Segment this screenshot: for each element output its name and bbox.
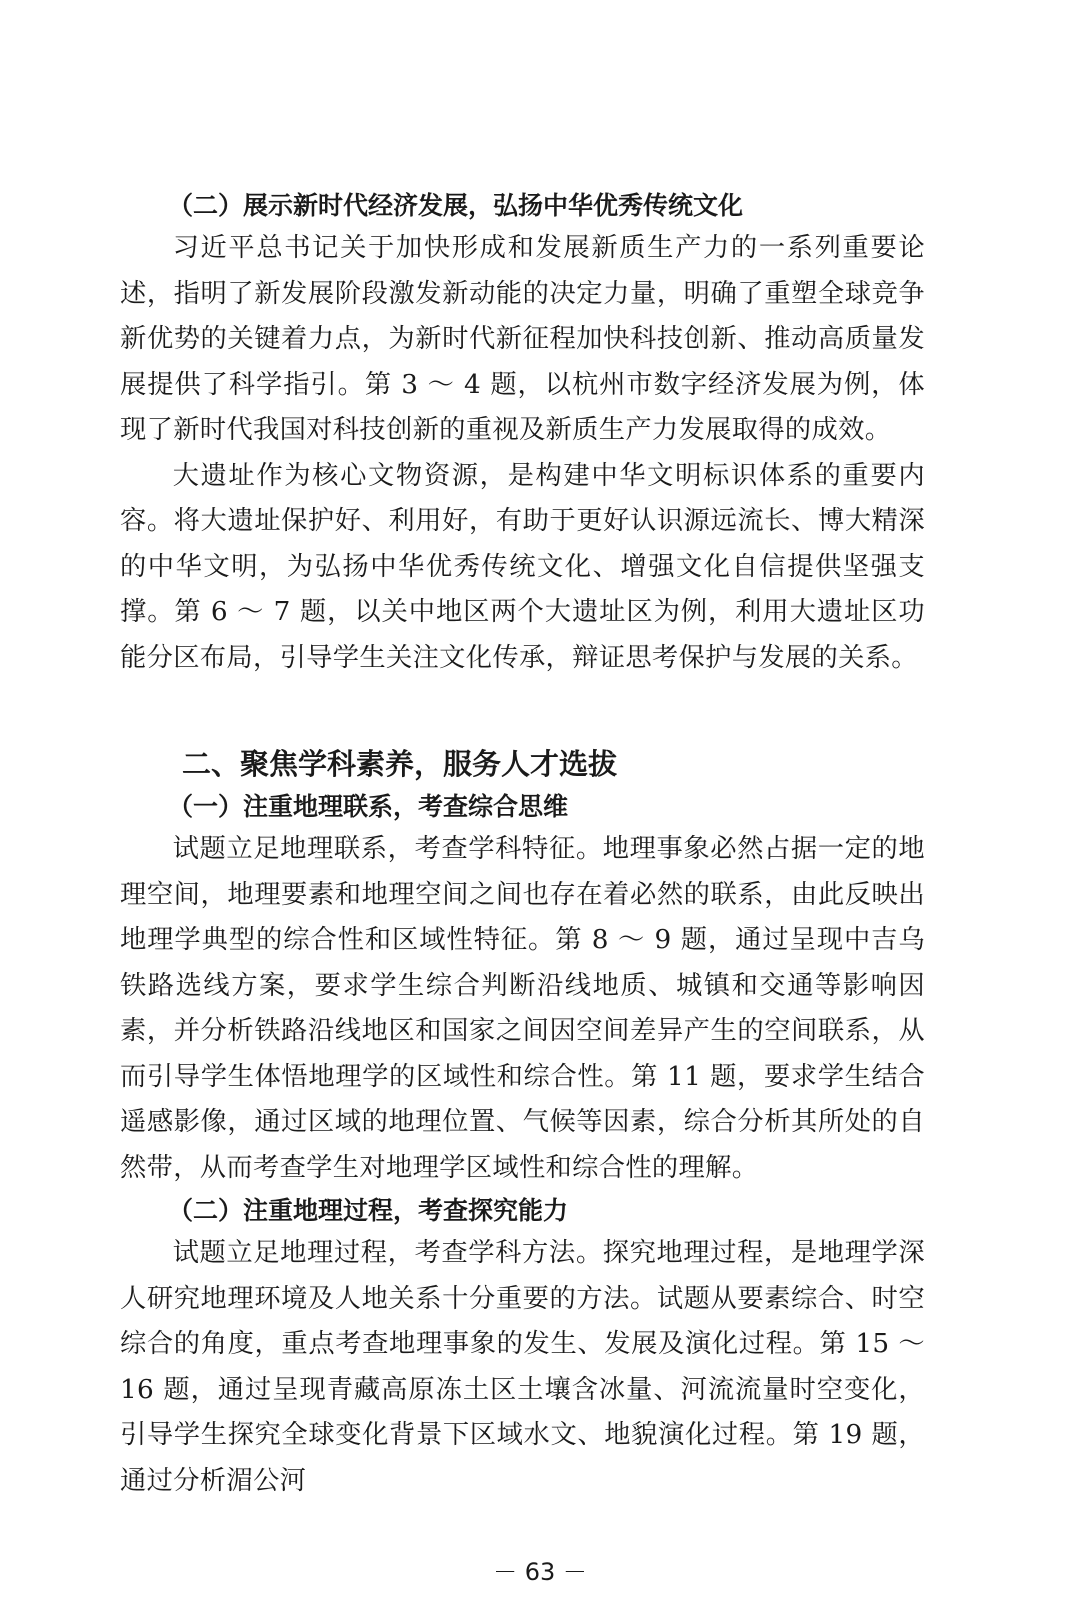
paragraph-geographic-processes: 试题立足地理过程，考查学科方法。探究地理过程，是地理学深人研究地理环境及人地关系十分重要的方法。试题从要素综合、时空综合的角度，重点考查地理事象的发生、发展及演化过程。第 15 ～ 16 题，通过呈现青藏高原冻土区土壤含冰量、河流流量时空变化，引导学生探究全球变化背景下区域水文、地貌演化过程。第 19 题，通过分析湄公河 <box>120 1238 925 1496</box>
paragraph-new-productivity: 习近平总书记关于加快形成和发展新质生产力的一系列重要论述，指明了新发展阶段激发新动能的决定力量，明确了重塑全球竞争新优势的关键着力点，为新时代新征程加快科技创新、推动高质量发展提供了科学指引。第 3 ～ 4 题，以杭州市数字经济发展为例，体现了新时代我国对科技创新的重视及新质生产力发展取得的成效。 <box>120 233 925 445</box>
section-heading-geographic-processes: （二）注重地理过程，考查探究能力 <box>168 1196 569 1225</box>
page-number: － 63 － <box>493 1558 587 1586</box>
paragraph-geographic-connections: 试题立足地理联系，考查学科特征。地理事象必然占据一定的地理空间，地理要素和地理空间之间也存在着必然的联系，由此反映出地理学典型的综合性和区域性特征。第 8 ～ 9 题，通过呈现中吉乌铁路选线方案，要求学生综合判断沿线地质、城镇和交通等影响因素，并分析铁路沿线地区和国家之间因空间差异产生的空间联系，从而引导学生体悟地理学的区域性和综合性。第 11 题，要求学生结合遥感影像，通过区域的地理位置、气候等因素，综合分析其所处的自然带，从而考查学生对地理学区域性和综合性的理解。 <box>120 834 925 1183</box>
section-heading-geographic-connections: （一）注重地理联系，考查综合思维 <box>168 792 569 821</box>
page-body <box>120 186 925 1504</box>
section-heading-economy-culture: （二）展示新时代经济发展，弘扬中华优秀传统文化 <box>168 191 744 220</box>
chapter-heading-discipline-literacy: 二、聚焦学科素养，服务人才选拔 <box>182 747 618 781</box>
paragraph-heritage-sites: 大遗址作为核心文物资源，是构建中华文明标识体系的重要内容。将大遗址保护好、利用好，有助于更好认识源远流长、博大精深的中华文明，为弘扬中华优秀传统文化、增强文化自信提供坚强支撑。第 6 ～ 7 题，以关中地区两个大遗址区为例，利用大遗址区功能分区布局，引导学生关注文化传承，辩证思考保护与发展的关系。 <box>120 460 925 673</box>
